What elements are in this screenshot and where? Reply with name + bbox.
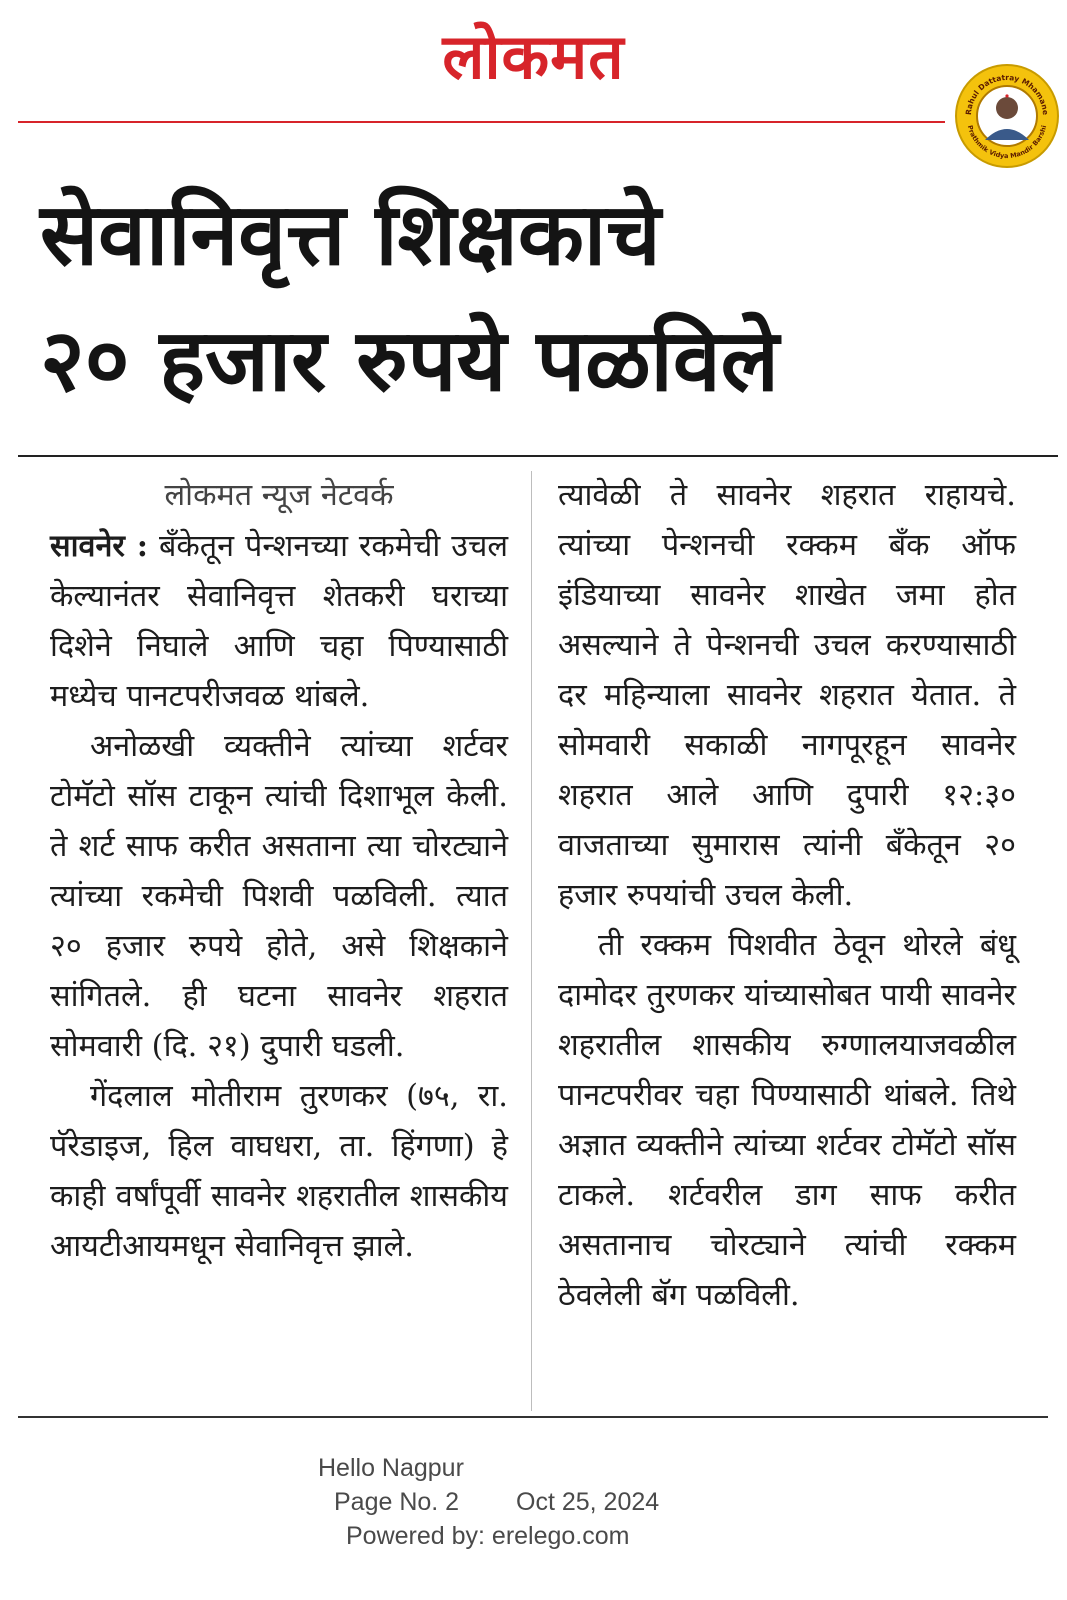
column-divider	[531, 471, 532, 1411]
author-badge	[955, 64, 1059, 168]
byline: लोकमत न्यूज नेटवर्क	[164, 478, 394, 513]
article-paragraph-3: गेंदलाल मोतीराम तुरणकर (७५, रा. पॅरेडाइज, हिल वाघधरा, ता. हिंगणा) हे काही वर्षांपूर्वी सावनेर शहरातील शासकीय आयटीआयमधून सेवानिवृत्त झाले.	[50, 1079, 508, 1264]
article-paragraph-4: त्यावेळी ते सावनेर शहरात राहायचे. त्यांच्या पेन्शनची रक्कम बँक ऑफ इंडियाच्या सावनेर शाखेत जमा होत असल्याने ते पेन्शनची उचल करण्यासाठी दर महिन्याला सावनेर शहरात येतात. ते सोमवारी सकाळी नागपूरहून सावनेर शहरात आले आणि दुपारी १२:३० वाजताच्या सुमारास त्यांनी बँकेतून २० हजार रुपयांची उचल केली.	[558, 478, 1016, 913]
article-paragraph-1	[50, 521, 508, 722]
dateline: सावनेर :	[50, 528, 148, 564]
headline	[40, 172, 1050, 424]
headline-line-1: सेवानिवृत्त शिक्षकाचे	[40, 185, 661, 285]
article-column-left	[50, 471, 508, 1272]
article-paragraph-2: अनोळखी व्यक्तीने त्यांच्या शर्टवर टोमॅटो सॉस टाकून त्यांची दिशाभूल केली. ते शर्ट साफ करीत असताना त्या चोरट्याने त्यांच्या रकमेची पिशवी पळविली. त्यात २० हजार रुपये होते, असे शिक्षकाने सांगितले. ही घटना सावनेर शहरात सोमवारी (दि. २१) दुपारी घडली.	[50, 729, 508, 1064]
footer-date: Oct 25, 2024	[516, 1488, 660, 1516]
masthead-divider	[18, 121, 945, 123]
article-column-right	[558, 471, 1016, 1321]
article-paragraph-1-text: बँकेतून पेन्शनच्या रकमेची उचल केल्यानंतर सेवानिवृत्त शेतकरी घराच्या दिशेने निघाले आणि चहा पिण्यासाठी मध्येच पानटपरीजवळ थांबले.	[50, 529, 509, 714]
footer-divider	[18, 1416, 1048, 1418]
badge-text-top: Rahul Dattatray Mhamane	[963, 72, 1051, 116]
footer-page: Page No. 2	[334, 1488, 460, 1516]
footer-powered-by: Powered by: erelego.com	[346, 1522, 630, 1550]
article-paragraph-5: ती रक्कम पिशवीत ठेवून थोरले बंधू दामोदर तुरणकर यांच्यासोबत पायी सावनेर शहरातील शासकीय रुग्णालयाजवळील पानटपरीवर चहा पिण्यासाठी थांबले. तिथे अज्ञात व्यक्तीने त्यांच्या शर्टवर टोमॅटो सॉस टाकले. शर्टवरील डाग साफ करीत असतानाच चोरट्याने त्यांची रक्कम ठेवलेली बॅग पळविली.	[558, 928, 1016, 1313]
lokmat-logo: लोकमत	[442, 20, 625, 93]
badge-text-bottom: Prathmik Vidya Mandir Barshi	[965, 124, 1049, 161]
footer-edition: Hello Nagpur	[318, 1454, 464, 1482]
headline-divider	[18, 455, 1058, 457]
headline-line-2: २० हजार रुपये पळविले	[40, 311, 779, 411]
masthead	[0, 14, 1067, 100]
author-badge-icon	[957, 66, 1057, 166]
